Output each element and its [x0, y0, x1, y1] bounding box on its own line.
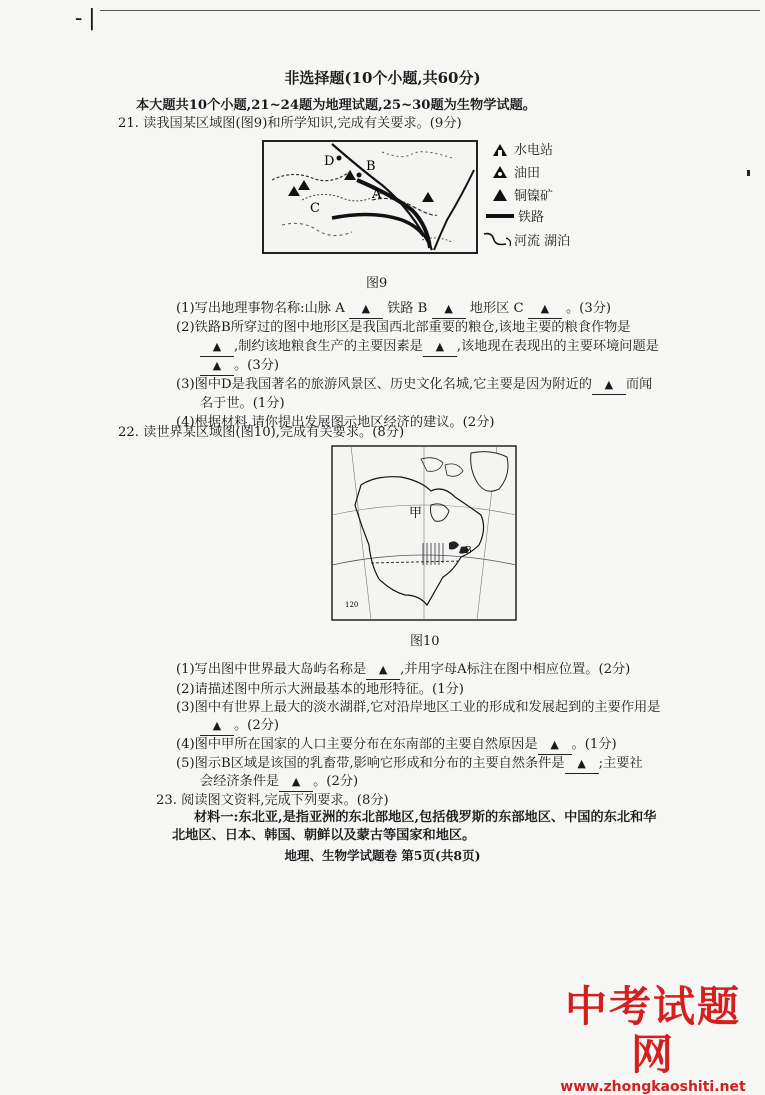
answer-blank-crop: [200, 338, 234, 357]
legend-railway-label: 铁路: [518, 210, 545, 225]
q22-stem: 22. 读世界某区域图(图10),完成有关要求。(8分): [118, 425, 405, 440]
legend-river-lake-label: 河流 湖泊: [514, 234, 571, 249]
q22-item-3-line-1: (3)图中有世界上最大的淡水湖群,它对沿岸地区工业的形成和发展起到的主要作用是: [176, 700, 661, 715]
blank-triangle-mark: ▲: [212, 359, 222, 372]
q21-item-2-line-1: (2)铁路B所穿过的图中地形区是我国西北部重要的粮仓,该地主要的粮食作物是: [176, 320, 631, 335]
q22-item-3-line-2: [200, 717, 279, 736]
answer-blank-attraction: [592, 376, 626, 395]
answer-blank-population: [538, 736, 572, 755]
question-text-segment: ,制约该地粮食生产的主要因素是: [234, 339, 423, 354]
question-text-segment: (1)写出地理事物名称:山脉 A: [176, 301, 349, 316]
question-text-segment: ;主要社: [598, 756, 643, 771]
legend-river-lake-icon: [482, 230, 514, 248]
corner-mark: -|: [72, 6, 99, 31]
legend-hydropower-icon: [490, 141, 510, 159]
question-text-segment: 。(2分): [313, 774, 359, 789]
q21-item-2-line-3: [200, 357, 279, 376]
watermark-title: 中考试题网: [564, 982, 741, 1079]
blank-triangle-mark: ▲: [540, 302, 550, 315]
legend-railway-icon: [486, 210, 514, 222]
question-text-segment: (3)图中D是我国著名的旅游风景区、历史文化名城,它主要是因为附近的: [176, 377, 592, 392]
top-border-line: [100, 10, 760, 11]
map9-label-c: C: [310, 201, 320, 216]
q22-item-5-line-2: [200, 773, 358, 792]
q22-item-5-line-1: [176, 755, 643, 774]
blank-triangle-mark: ▲: [212, 340, 222, 353]
site-watermark: [548, 983, 758, 1095]
answer-blank-lakes: [200, 717, 234, 736]
question-text-segment: 地形区 C: [465, 301, 528, 316]
edge-mark: [747, 170, 750, 176]
map9-label-d: D: [324, 154, 335, 169]
answer-blank-factor: [423, 338, 457, 357]
page-footer: 地理、生物学试题卷 第5页(共8页): [284, 848, 481, 863]
q21-stem: 21. 读我国某区域图(图9)和所学知识,完成有关要求。(9分): [118, 116, 462, 131]
map10-label-b: B: [465, 546, 472, 556]
question-text-segment: (4)图中甲所在国家的人口主要分布在东南部的主要自然原因是: [176, 737, 538, 752]
q22-item-4: [176, 736, 617, 755]
q23-material-line-1: 材料一:东北亚,是指亚洲的东北部地区,包括俄罗斯的东部地区、中国的东北和华: [194, 810, 657, 825]
question-text-segment: 。(3分): [234, 358, 280, 373]
section-intro: 本大题共10个小题,21~24题为地理试题,25~30题为生物学试题。: [136, 98, 536, 113]
figure-9-map: [262, 140, 478, 254]
map9-label-b: B: [366, 159, 376, 174]
map9-label-a: A: [372, 187, 382, 202]
question-text-segment: 铁路 B: [382, 301, 432, 316]
legend-hydropower-label: 水电站: [514, 143, 554, 158]
map10-label-jia: 甲: [409, 506, 423, 521]
question-text-segment: ,并用字母A标注在图中相应位置。(2分): [400, 662, 631, 677]
q21-item-3-line-2: 名于世。(1分): [200, 396, 285, 411]
blank-triangle-mark: ▲: [212, 719, 222, 732]
figure-10-caption: 图10: [410, 634, 440, 649]
answer-blank-environment: [200, 357, 234, 376]
watermark-url: www.zhongkaoshiti.net: [560, 1079, 746, 1095]
q21-item-3-line-1: [176, 376, 652, 395]
q22-item-1: [176, 661, 630, 680]
question-text-segment: (5)图示B区域是该国的乳畜带,影响它形成和分布的主要自然条件是: [176, 756, 565, 771]
answer-blank-c: [528, 300, 562, 319]
section-title: 非选择题(10个小题,共60分): [284, 69, 481, 87]
blank-triangle-mark: ▲: [378, 663, 388, 676]
figure-10-map: [331, 445, 517, 621]
legend-copper-nickel-label: 铜镍矿: [514, 189, 554, 204]
question-text-segment: 而闻: [625, 377, 653, 392]
figure-9-caption: 图9: [366, 276, 388, 291]
question-text-segment: 会经济条件是: [200, 774, 280, 789]
question-text-segment: ,该地现在表现出的主要环境问题是: [456, 339, 659, 354]
blank-triangle-mark: ▲: [361, 302, 371, 315]
q21-item-1: [176, 300, 611, 319]
legend-oilfield-icon: [490, 163, 510, 181]
blank-triangle-mark: ▲: [550, 738, 559, 751]
q23-stem: 23. 阅读图文资料,完成下列要求。(8分): [156, 793, 389, 808]
blank-triangle-mark: ▲: [291, 775, 301, 788]
answer-blank-island: [366, 661, 400, 680]
question-text-segment: 。(3分): [561, 301, 612, 316]
answer-blank-b: [432, 300, 466, 319]
question-text-segment: 。(2分): [234, 718, 280, 733]
blank-triangle-mark: ▲: [444, 302, 453, 315]
blank-triangle-mark: ▲: [604, 378, 614, 391]
q21-item-2-line-2: [200, 338, 659, 357]
q22-item-2: (2)请描述图中所示大洲最基本的地形特征。(1分): [176, 682, 464, 697]
legend-copper-nickel-icon: [490, 186, 510, 204]
answer-blank-socioeconomic: [279, 773, 313, 792]
answer-blank-natural: [565, 755, 599, 774]
map10-label-longitude: 120: [345, 601, 359, 609]
question-text-segment: (1)写出图中世界最大岛屿名称是: [176, 662, 367, 677]
answer-blank-a: [349, 300, 383, 319]
blank-triangle-mark: ▲: [577, 757, 586, 770]
legend-oilfield-label: 油田: [514, 166, 541, 181]
blank-triangle-mark: ▲: [435, 340, 445, 353]
q21-item-4: (4)根据材料,请你提出发展图示地区经济的建议。(2分): [176, 415, 495, 430]
q23-material-line-2: 北地区、日本、韩国、朝鲜以及蒙古等国家和地区。: [172, 828, 476, 843]
question-text-segment: 。(1分): [571, 737, 617, 752]
